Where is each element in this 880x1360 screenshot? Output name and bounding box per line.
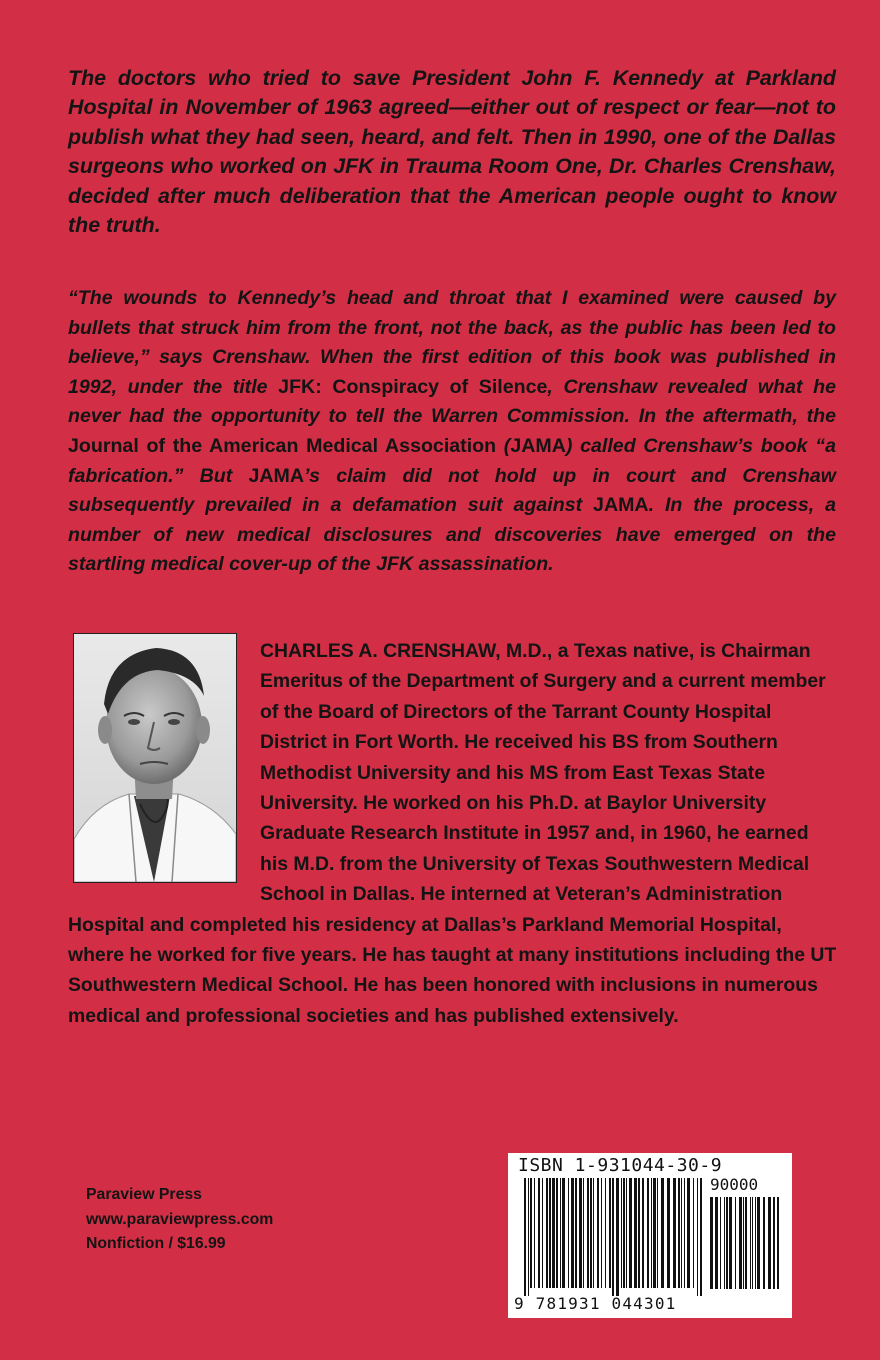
quote-text: ( — [496, 434, 511, 457]
barcode-bar — [763, 1197, 765, 1289]
barcode-bar — [710, 1197, 713, 1289]
barcode-bar — [534, 1178, 535, 1288]
barcode-bar — [562, 1178, 565, 1288]
barcode-bar — [752, 1197, 753, 1289]
barcode-bar — [743, 1197, 744, 1289]
author-bio — [68, 636, 838, 1031]
publisher-url: www.paraviewpress.com — [86, 1210, 274, 1228]
author-bio-text: CHARLES A. CRENSHAW, M.D., a Texas native, is Chairman Emeritus of the Department of Surgery and a current member of the Board of Directors of the Tarrant County Hospital District in Fort Worth. He received his BS from Southern Methodist University and his MS from East Texas State University. He worked on his Ph.D. at Baylor University Graduate Research Institute in 1957 and, in 1960, he earned his M.D. from the University of Texas Southwestern Medical School in Dallas. He interned at Veteran’s Administration Hospital and completed his residency at Dallas’s Parkland Memorial Hospital, where he worked for five years. He has taught at many institutions including the UT Southwestern Medical School. He has been honored with inclusions in numerous medical and professional societies and has published extensively. — [68, 640, 837, 1027]
barcode-bar — [687, 1178, 690, 1288]
barcode-bar — [735, 1197, 736, 1289]
barcode-bar — [697, 1178, 698, 1296]
barcode-bar — [768, 1197, 771, 1289]
jama-abbreviation: JAMA — [593, 494, 649, 517]
barcode-bar — [715, 1197, 718, 1289]
barcode-bar — [583, 1178, 584, 1288]
barcode-bar — [568, 1178, 569, 1288]
journal-name: Journal of the American Medical Association — [68, 434, 497, 457]
publisher-info — [86, 1183, 273, 1257]
quote-text: “The wounds to Kennedy’s head and throat that I examined were caused by bullets that struck him from the front, not the back, as the public has been led to believe,” says Crenshaw. When the first edition of this book was published in 1992, under the title — [68, 287, 836, 398]
barcode-bar — [657, 1178, 658, 1288]
barcode-bar — [634, 1178, 637, 1288]
publisher-name: Paraview Press — [86, 1186, 202, 1203]
jama-abbreviation: JAMA — [510, 434, 566, 457]
barcode-bar — [612, 1178, 614, 1296]
barcode-bar — [605, 1178, 606, 1288]
barcode-bar — [556, 1178, 558, 1288]
barcode-bar — [729, 1197, 732, 1289]
barcode-bar — [750, 1197, 751, 1289]
barcode-bar — [609, 1178, 611, 1288]
barcode-bar — [651, 1178, 652, 1288]
barcode-bar — [673, 1178, 676, 1288]
barcode-bar — [538, 1178, 540, 1288]
photo-spacer — [68, 636, 260, 892]
barcode-bar — [667, 1178, 670, 1288]
barcode-bar — [621, 1178, 622, 1288]
barcode-bar — [726, 1197, 728, 1289]
barcode-bar — [587, 1178, 589, 1288]
barcode-bar — [693, 1178, 694, 1288]
quote-text: . In the process, a number of new medical disclosures and discoveries have emerged on the startling medical cover-up of the JFK assassination. — [68, 494, 837, 576]
barcode-bar — [552, 1178, 555, 1288]
barcode-bar — [647, 1178, 649, 1288]
barcode-bar — [575, 1178, 577, 1288]
quote-text: ’s claim did not hold up in court and Crenshaw subsequently prevailed in a defamation suit against — [68, 464, 836, 517]
ean-number-text: 9 781931 044301 — [514, 1294, 677, 1313]
barcode-bar — [626, 1178, 627, 1288]
barcode-bar — [681, 1178, 682, 1288]
price-code-text: 90000 — [710, 1175, 759, 1194]
barcode-bar — [638, 1178, 640, 1288]
barcode-bar — [684, 1178, 685, 1288]
addon-barcode-bars — [710, 1197, 784, 1297]
isbn-text: ISBN 1-931044-30-9 — [518, 1155, 723, 1176]
jama-abbreviation: JAMA — [248, 464, 304, 487]
isbn-barcode — [508, 1153, 792, 1318]
barcode-bar — [571, 1178, 574, 1288]
barcode-bar — [590, 1178, 592, 1288]
ean-barcode-bars — [524, 1178, 704, 1296]
barcode-bar — [593, 1178, 594, 1288]
quote-text: ) called Crenshaw’s book “a fabrication.” But — [68, 434, 836, 487]
barcode-bar — [757, 1197, 760, 1289]
category-price: Nonfiction / $16.99 — [86, 1235, 226, 1253]
barcode-bar — [528, 1178, 529, 1296]
barcode-bar — [549, 1178, 551, 1288]
barcode-bar — [700, 1178, 702, 1296]
barcode-bar — [755, 1197, 756, 1289]
book-title: JFK: Conspiracy of Silence — [278, 375, 548, 398]
barcode-bar — [720, 1197, 721, 1289]
barcode-bar — [524, 1178, 526, 1296]
barcode-bar — [601, 1178, 602, 1288]
barcode-bar — [546, 1178, 548, 1288]
barcode-bar — [724, 1197, 725, 1289]
barcode-bar — [623, 1178, 625, 1288]
barcode-bar — [579, 1178, 582, 1288]
barcode-bar — [629, 1178, 632, 1288]
barcode-bar — [560, 1178, 561, 1288]
barcode-bar — [773, 1197, 775, 1289]
barcode-bar — [530, 1178, 532, 1288]
quote-text: , Crenshaw revealed what he never had the opportunity to tell the Warren Commission. In the aftermath, the — [68, 375, 836, 428]
barcode-bar — [653, 1178, 656, 1288]
barcode-bar — [642, 1178, 644, 1288]
barcode-bar — [542, 1178, 543, 1288]
intro-paragraph: The doctors who tried to save President John F. Kennedy at Parkland Hospital in November of 1963 agreed—either out of respect or fear—not to publish what they had seen, heard, and felt. Then in 1990, one of the Dallas surgeons who worked on JFK in Trauma Room One, Dr. Charles Crenshaw, decided after much deliberation that the American people ought to know the truth. — [68, 66, 836, 238]
barcode-bar — [739, 1197, 742, 1289]
barcode-bar — [661, 1178, 664, 1288]
barcode-bar — [745, 1197, 747, 1289]
barcode-bar — [597, 1178, 599, 1288]
barcode-bar — [678, 1178, 680, 1288]
barcode-bar — [777, 1197, 779, 1289]
barcode-bar — [616, 1178, 619, 1296]
quote-paragraph — [68, 284, 836, 580]
